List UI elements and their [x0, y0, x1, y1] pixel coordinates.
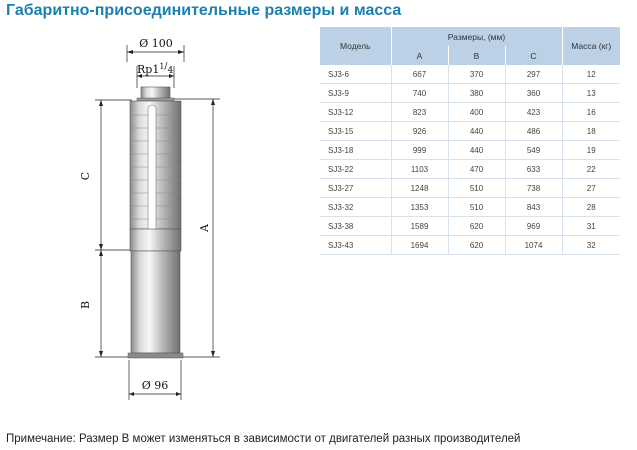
table-row: [320, 122, 620, 141]
b-cell: 510: [448, 179, 505, 198]
table-row: [320, 141, 620, 160]
top-diameter-label: Ø 100: [139, 37, 173, 50]
pump-illustration: [128, 87, 183, 358]
model-cell: SJ3-22: [320, 160, 391, 179]
model-cell: SJ3-12: [320, 103, 391, 122]
c-cell: 738: [505, 179, 562, 198]
a-cell: 740: [391, 84, 448, 103]
mass-cell: 28: [562, 198, 620, 217]
table-row: [320, 198, 620, 217]
model-cell: SJ3-43: [320, 236, 391, 255]
table-row: [320, 160, 620, 179]
table-row: [320, 236, 620, 255]
model-cell: SJ3-32: [320, 198, 391, 217]
pump-dimension-drawing: [70, 28, 240, 423]
c-cell: 297: [505, 65, 562, 84]
bottom-diameter-label: Ø 96: [141, 379, 169, 392]
a-cell: 1589: [391, 217, 448, 236]
footnote: Примечание: Размер B может изменяться в зависимости от двигателей разных производителей: [6, 433, 521, 445]
thread-name: Rp1: [137, 63, 160, 76]
c-cell: 360: [505, 84, 562, 103]
table-row: [320, 179, 620, 198]
table-row: [320, 217, 620, 236]
a-cell: 1694: [391, 236, 448, 255]
c-cell: 549: [505, 141, 562, 160]
b-cell: 440: [448, 122, 505, 141]
c-cell: 633: [505, 160, 562, 179]
b-cell: 470: [448, 160, 505, 179]
table-row: [320, 84, 620, 103]
mass-cell: 32: [562, 236, 620, 255]
b-cell: 510: [448, 198, 505, 217]
model-cell: SJ3-18: [320, 141, 391, 160]
mass-cell: 16: [562, 103, 620, 122]
mass-cell: 12: [562, 65, 620, 84]
header-sizes: Размеры, (мм): [391, 27, 562, 46]
thread-fraction-slash: /: [164, 62, 168, 72]
mass-cell: 22: [562, 160, 620, 179]
c-cell: 969: [505, 217, 562, 236]
b-cell: 620: [448, 236, 505, 255]
b-cell: 380: [448, 84, 505, 103]
a-cell: 823: [391, 103, 448, 122]
b-cell: 370: [448, 65, 505, 84]
thread-fraction-denominator: 4: [167, 66, 174, 76]
dimensions-table: [320, 27, 620, 255]
b-cell: 620: [448, 217, 505, 236]
table-row: [320, 65, 620, 84]
c-cell: 486: [505, 122, 562, 141]
a-cell: 667: [391, 65, 448, 84]
table-row: [320, 103, 620, 122]
header-mass: Масса (кг): [562, 27, 620, 65]
a-cell: 1103: [391, 160, 448, 179]
header-c: C: [505, 46, 562, 65]
a-cell: 999: [391, 141, 448, 160]
table-header-row: [320, 27, 620, 46]
header-model: Модель: [320, 27, 391, 65]
dimension-a-label: A: [198, 224, 211, 232]
dimension-c-label: C: [79, 171, 92, 181]
header-b: B: [448, 46, 505, 65]
dimension-b-label: B: [79, 300, 92, 310]
mass-cell: 13: [562, 84, 620, 103]
table-body: [320, 65, 620, 255]
model-cell: SJ3-15: [320, 122, 391, 141]
model-cell: SJ3-38: [320, 217, 391, 236]
model-cell: SJ3-6: [320, 65, 391, 84]
header-a: A: [391, 46, 448, 65]
c-cell: 423: [505, 103, 562, 122]
thread-fraction-numerator: 1: [159, 62, 165, 71]
b-cell: 440: [448, 141, 505, 160]
mass-cell: 18: [562, 122, 620, 141]
model-cell: SJ3-9: [320, 84, 391, 103]
thread-label: [137, 62, 173, 76]
mass-cell: 19: [562, 141, 620, 160]
c-cell: 843: [505, 198, 562, 217]
a-cell: 1353: [391, 198, 448, 217]
model-cell: SJ3-27: [320, 179, 391, 198]
c-cell: 1074: [505, 236, 562, 255]
b-cell: 400: [448, 103, 505, 122]
a-cell: 926: [391, 122, 448, 141]
a-cell: 1248: [391, 179, 448, 198]
page-title: Габаритно-присоединительные размеры и масса: [6, 2, 402, 19]
mass-cell: 31: [562, 217, 620, 236]
mass-cell: 27: [562, 179, 620, 198]
